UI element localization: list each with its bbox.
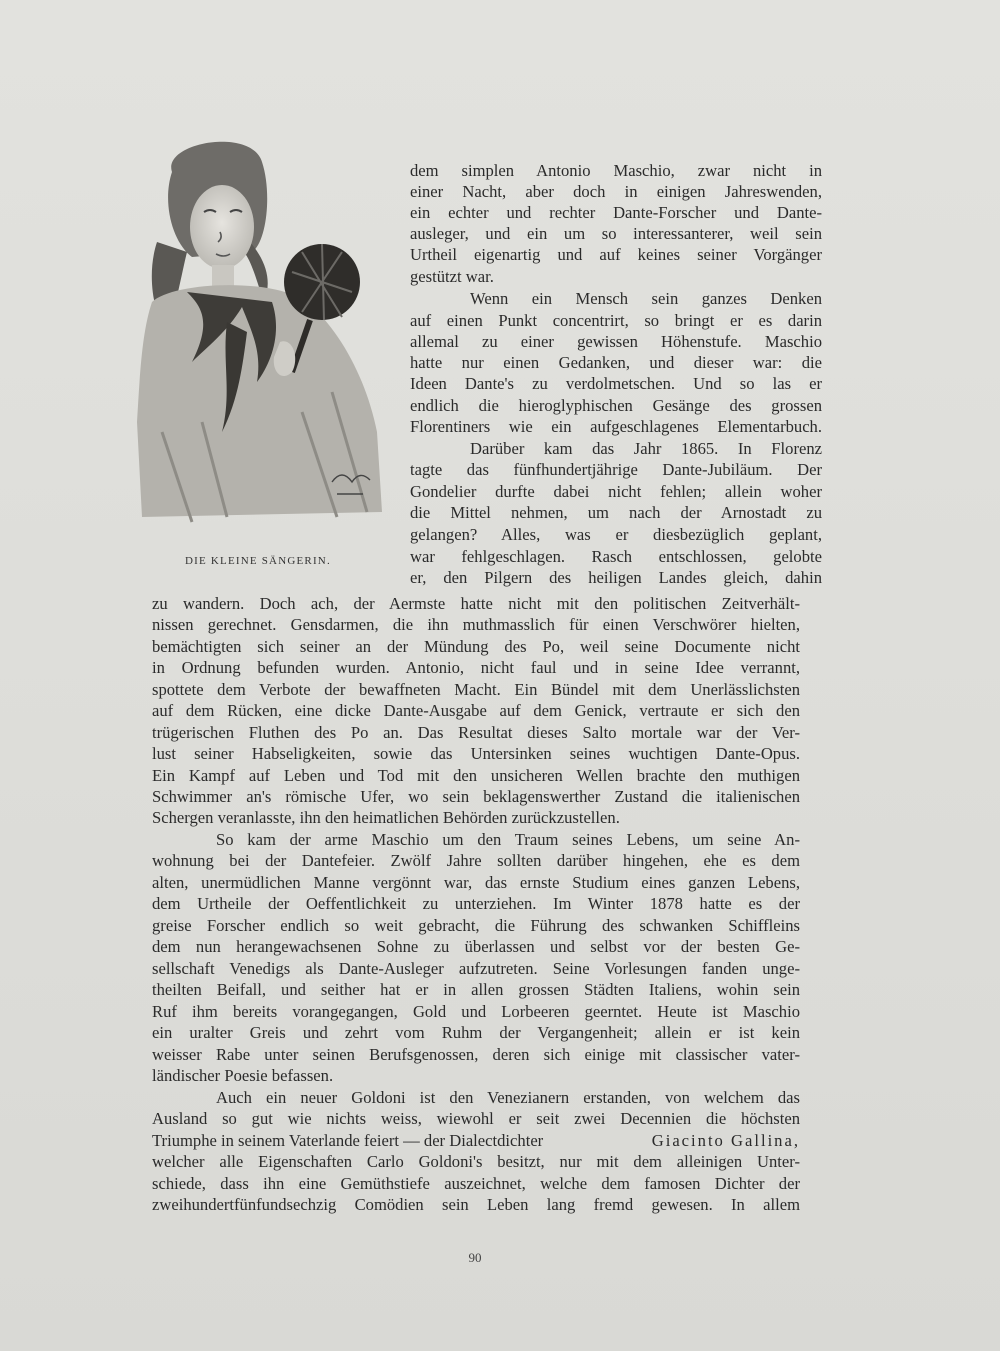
column-text-line: hatte nur einen Gedanken, und dieser war: die: [410, 353, 822, 372]
column-text-line: dem simplen Antonio Maschio, zwar nicht in: [410, 161, 822, 180]
column-text-line: gestützt war.: [410, 267, 494, 286]
body-text-line: Ruf ihm bereits vorangegangen, Gold und Lorbeeren geerntet. Heute ist Maschio: [152, 1002, 800, 1021]
body-text-line: ländischer Poesie befassen.: [152, 1066, 334, 1085]
body-text-line: So kam der arme Maschio um den Traum seines Lebens, um seine An-: [216, 830, 800, 849]
column-text-line: Urtheil eigenartig und auf keines seiner Vorgänger: [410, 245, 822, 264]
body-text-line: trügerischen Fluthen des Po an. Das Resultat dieses Salto mortale war der Ver-: [152, 723, 800, 742]
column-text-line: allemal zu einer gewissen Höhenstufe. Maschio: [410, 332, 822, 351]
body-text-line: bemächtigten sich seiner an der Mündung des Po, weil seine Documente nicht: [152, 637, 800, 656]
body-text-line: greise Forscher endlich so weit gebracht, die Führung des schwanken Schiffleins: [152, 916, 800, 935]
column-text-line: gelangen? Alles, was er diesbezüglich geplant,: [410, 525, 822, 544]
body-text-line: weisser Rabe unter seinen Berufsgenossen, deren sich einige mit classischer vater-: [152, 1045, 800, 1064]
singer-portrait-illustration: [132, 132, 388, 552]
column-text-line: Ideen Dante's zu verdolmetschen. Und so las er: [410, 374, 822, 393]
body-text-line: Auch ein neuer Goldoni ist den Venezianern erstanden, von welchem das: [216, 1088, 800, 1107]
body-text-line: sellschaft Venedigs als Dante-Ausleger aufzutreten. Seine Vorlesungen fanden unge-: [152, 959, 800, 978]
column-text-line: Gondelier durfte dabei nicht fehlen; allein woher: [410, 482, 822, 501]
column-text-line: er, den Pilgern des heiligen Landes gleich, dahin: [410, 568, 822, 587]
body-text-line: ein uralter Greis und zehrt vom Ruhm der Vergangenheit; allein er ist kein: [152, 1023, 800, 1042]
body-text-line: dem nun herangewachsenen Sohne zu überlassen und selbst vor der besten Ge-: [152, 937, 800, 956]
body-text-line: wohnung bei der Dantefeier. Zwölf Jahre sollten darüber hingehen, ehe es dem: [152, 851, 800, 870]
body-text-line: Ausland so gut wie nichts weiss, wiewohl er seit zwei Decennien die höchsten: [152, 1109, 800, 1128]
column-text-line: war fehlgeschlagen. Rasch entschlossen, gelobte: [410, 547, 822, 566]
column-text-line: Florentiners wie ein aufgeschlagenes Elementarbuch.: [410, 417, 822, 436]
column-text-line: ein echter und rechter Dante-Forscher und Dante-: [410, 203, 822, 222]
column-text-line: ausleger, und ein um so interessanterer, weil sein: [410, 224, 822, 243]
poet-name: Giacinto Gallina,: [651, 1131, 800, 1150]
body-text-line: Ein Kampf auf Leben und Tod mit den unsicheren Wellen brachte den muthigen: [152, 766, 800, 785]
body-text-line: welcher alle Eigenschaften Carlo Goldoni's besitzt, nur mit dem alleinigen Unter-: [152, 1152, 800, 1171]
page-number: 90: [468, 1250, 482, 1265]
column-text-line: einer Nacht, aber doch in einigen Jahreswenden,: [410, 182, 822, 201]
body-text-line: auf dem Rücken, eine dicke Dante-Ausgabe auf dem Genick, vertraute er sich den: [152, 701, 800, 720]
column-text-line: Darüber kam das Jahr 1865. In Florenz: [470, 439, 822, 458]
body-text-line: alten, unermüdlichen Manne vergönnt war, das ernste Studium eines ganzen Lebens,: [152, 873, 800, 892]
body-text-line: Schwimmer an's römische Ufer, wo sein beklagenswerther Zustand die italienischen: [152, 787, 800, 806]
body-text-line: in Ordnung befunden wurden. Antonio, nicht faul und in seine Idee verrannt,: [152, 658, 800, 677]
body-text-line: zweihundertfünfundsechzig Comödien sein Leben lang fremd gewesen. In allem: [152, 1195, 800, 1214]
column-text-line: tagte das fünfhundertjährige Dante-Jubiläum. Der: [410, 460, 822, 479]
body-text-line: nissen gerechnet. Gensdarmen, die ihn muthmasslich für einen Verschwörer hielten,: [152, 615, 800, 634]
body-text-line: lust seiner Habseligkeiten, sowie das Untersinken seines wuchtigen Dante-Opus.: [152, 744, 800, 763]
column-text-line: auf einen Punkt concentrirt, so bringt er es darin: [410, 311, 822, 330]
column-text-line: die Mittel nehmen, um nach der Arnostadt zu: [410, 503, 822, 522]
body-text-line: dem Urtheile der Oeffentlichkeit zu unterziehen. Im Winter 1878 hatte es der: [152, 894, 800, 913]
column-text-line: endlich die hieroglyphischen Gesänge des grossen: [410, 396, 822, 415]
body-text-line: theilten Beifall, und seither hat er in allen grossen Städten Italiens, wohin sein: [152, 980, 800, 999]
body-text-line: spottete dem Verbote der bewaffneten Macht. Ein Bündel mit dem Unerlässlichsten: [152, 680, 800, 699]
body-text-segment: Triumphe in seinem Vaterlande feiert — der Dialectdichter: [152, 1131, 544, 1150]
body-text-line: Schergen veranlasste, ihn den heimatlichen Behörden zurückzustellen.: [152, 808, 620, 827]
body-text-line: [152, 1130, 800, 1151]
body-text-line: schiede, dass ihn eine Gemüthstiefe auszeichnet, welche dem famosen Dichter der: [152, 1174, 800, 1193]
column-text-line: Wenn ein Mensch sein ganzes Denken: [470, 289, 822, 308]
body-text-line: zu wandern. Doch ach, der Aermste hatte nicht mit den politischen Zeitverhält-: [152, 594, 800, 613]
illustration-caption: DIE KLEINE SÄNGERIN.: [185, 555, 331, 567]
